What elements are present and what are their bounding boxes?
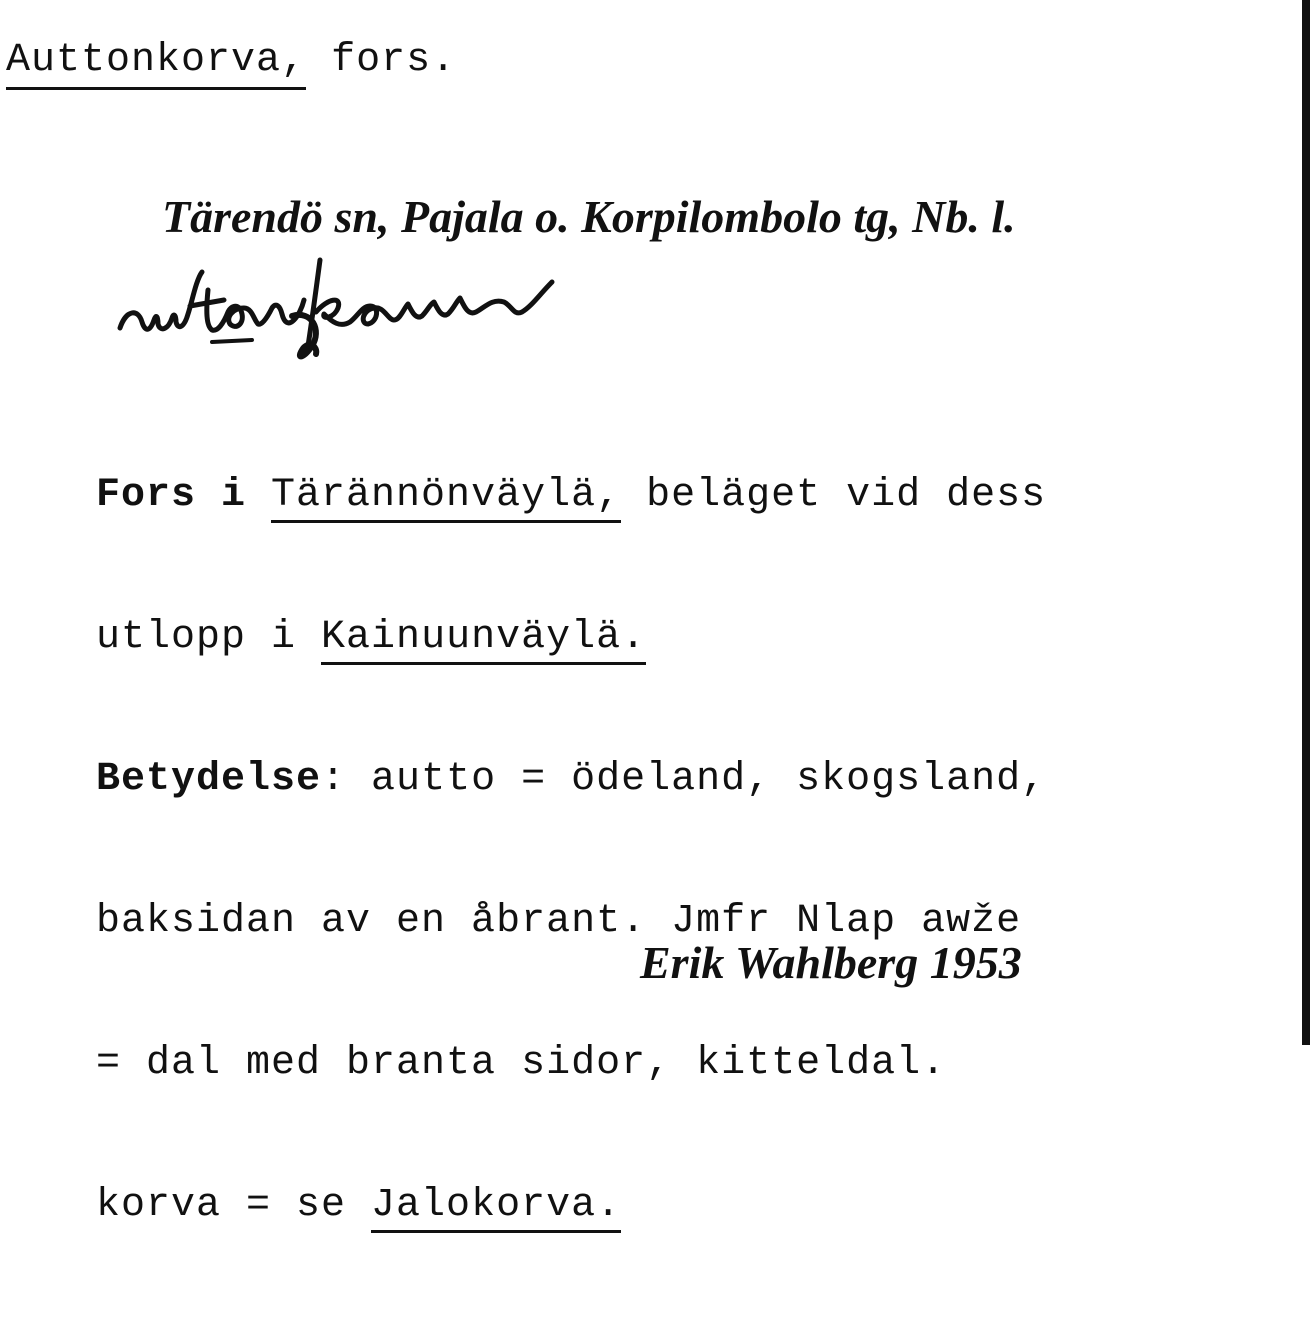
- body-line-1-start: Fors i: [96, 473, 272, 518]
- handwritten-form: [112, 250, 572, 370]
- body-line-3: [96, 754, 1046, 806]
- cross-reference: Jalokorva.: [371, 1183, 621, 1233]
- body-line-2: [96, 612, 1046, 664]
- river-name-2: Kainuunväylä.: [321, 615, 646, 665]
- card-header: [6, 38, 456, 90]
- headword: Auttonkorva,: [6, 38, 306, 90]
- card-edge: [1302, 0, 1310, 1045]
- body-text: [96, 380, 1046, 1322]
- body-line-1: [96, 470, 1046, 522]
- body-line-5: = dal med branta sidor, kitteldal.: [96, 1041, 947, 1086]
- signature: Erik Wahlberg 1953: [640, 937, 1022, 988]
- meaning-label: Betydelse: [96, 757, 322, 802]
- body-line-1-end: beläget vid dess: [621, 473, 1047, 518]
- river-name-1: Tärännönväylä,: [271, 473, 621, 523]
- place-type: fors.: [331, 38, 457, 83]
- body-line-6: [96, 1180, 1046, 1232]
- location-line: Tärendö sn, Pajala o. Korpilombolo tg, Nb. l.: [162, 191, 1016, 242]
- body-line-6-start: korva = se: [96, 1183, 372, 1228]
- body-line-2-start: utlopp i: [96, 615, 322, 660]
- body-line-4: baksidan av en åbrant. Jmfr Nlap awže: [96, 899, 1022, 944]
- body-line-3-rest: : autto = ödeland, skogsland,: [321, 757, 1047, 802]
